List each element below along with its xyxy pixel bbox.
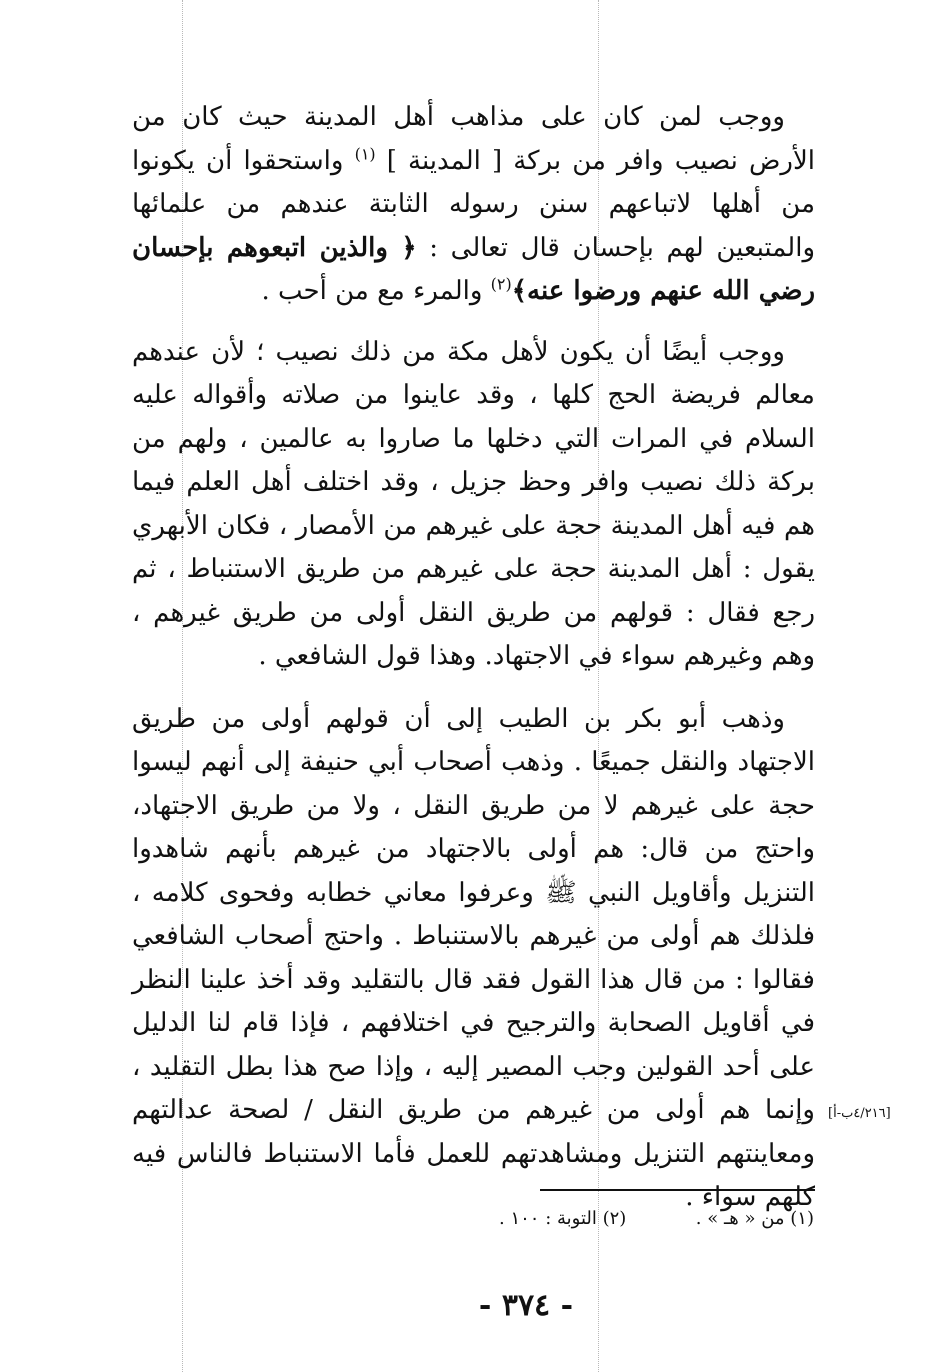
paragraph-2: ووجب أيضًا أن يكون لأهل مكة من ذلك نصيب ؛ لأن عندهم معالم فريضة الحج كلها ، وقد عاينوا من صلاته وأقواله عليه السلام في المرات التي دخلها ما صاروا به عالمين ، ولهم من بركة ذلك نصيب وافر وحظ جزيل ، وقد اختلف أهل العلم فيما هم فيه أهل المدينة حجة على غيرهم من الأمصار ، فكان الأبهري يقول : أهل المدينة حجة على غيرهم من طريق الاستنباط ، ثم رجع فقال : قولهم من طريق النقل أولى من طريق غيرهم ، وهم وغيرهم سواء في الاجتهاد. وهذا قول الشافعي . (132, 336, 815, 671)
footnote-2: (٢) التوبة : ١٠٠ . (499, 1208, 627, 1229)
footnote-1: (١) من « هـ » . (695, 1208, 814, 1229)
main-text (132, 96, 815, 1220)
manuscript-folio-note: [٤/٢١٦ب-أ] (828, 1106, 891, 1121)
footnote-divider (540, 1189, 815, 1191)
paragraph-1-end: والمرء مع من أحب . (261, 276, 483, 306)
footnote-ref-1: (١) (354, 143, 376, 163)
paragraph-1 (132, 96, 815, 314)
footnote-ref-2: (٢) (490, 274, 512, 294)
quran-verse: ﴿ والذين اتبعوهم بإحسان رضي الله عنهم ورضوا عنه﴾ (132, 232, 815, 306)
paragraph-3 (132, 698, 815, 1220)
paragraph-1-intro: ووجب لمن كان على مذاهب أهل المدينة حيث كان من الأرض نصيب وافر من بركة [ المدينة ] (132, 102, 816, 176)
salawat-symbol: ﷺ (545, 877, 577, 908)
paragraph-3-part-a: وذهب أبو بكر بن الطيب إلى أن قولهم أولى من طريق الاجتهاد والنقل جميعًا . وذهب أصحاب أبي حنيفة إلى أنهم ليسوا حجة على غيرهم لا من طريق النقل ، ولا من طريق الاجتهاد، واحتج من قال: هم أولى بالاجتهاد من غيرهم بأنهم شاهدوا التنزيل وأقاويل النبي (132, 703, 816, 908)
page-number: - ٣٧٤ - (478, 1288, 574, 1323)
paragraph-3-part-b: وعرفوا معاني خطابه وفحوى كلامه ، فلذلك هم أولى من غيرهم بالاستنباط . واحتج أصحاب الشافعي فقالوا : من قال هذا القول فقد قال بالتقليد وقد أخذ علينا النظر في أقاويل الصحابة والترجيح في اختلافهم ، فإذا قام لنا الدليل على أحد القولين وجب المصير إليه ، وإذا صح هذا بطل التقليد ، وإنما هم أولى من غيرهم من طريق النقل / لصحة عدالتهم ومعاينتهم التنزيل ومشاهدتهم للعمل فأما الاستنباط فالناس فيه كلهم سواء . (132, 877, 815, 1212)
paragraph-1-mid: واستحقوا أن يكونوا من أهلها لاتباعهم سنن رسوله الثابتة عندهم من علمائها والمتبعين لهم بإحسان قال تعالى : (132, 145, 815, 263)
footnotes (499, 1208, 814, 1229)
